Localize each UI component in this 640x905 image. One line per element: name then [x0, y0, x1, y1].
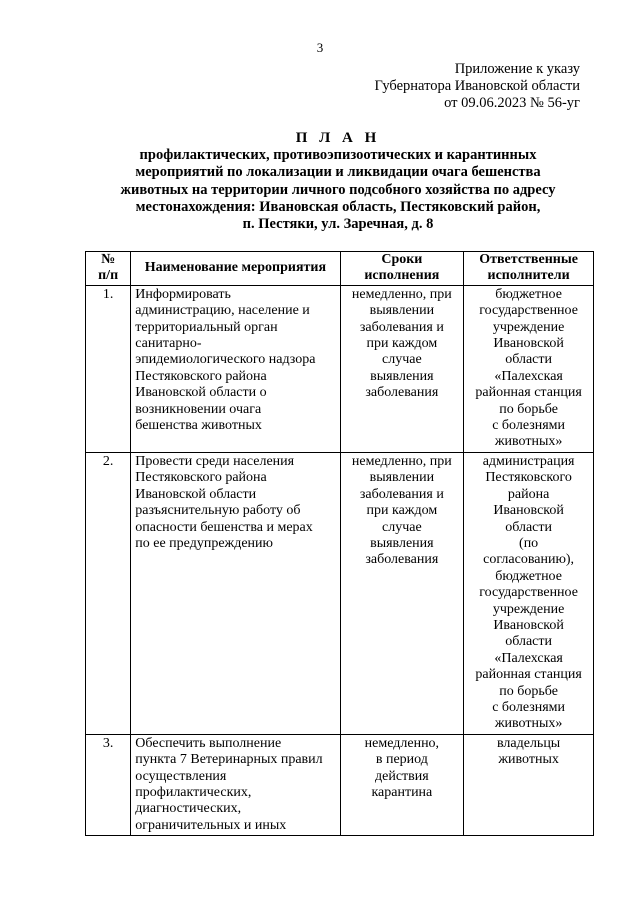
- subtitle-line: животных на территории личного подсобного хозяйства по адресу: [120, 181, 556, 198]
- subtitle-line: местонахождения: Ивановская область, Пестяковский район,: [135, 198, 541, 215]
- page-number: 3: [316, 40, 324, 55]
- row-activity: Провести среди населения Пестяковского района Ивановской области разъяснительную работу об опасности бешенства и мерах по ее предупреждению: [131, 452, 340, 734]
- row-activity: Информировать администрацию, население и территориальный орган санитарно- эпидемиологического надзора Пестяковского района Ивановской области о возникновении очага бешенства животных: [131, 285, 340, 452]
- appendix-line: Приложение к указу: [454, 61, 580, 77]
- header-number: № п/п: [86, 252, 131, 286]
- appendix-line: от 09.06.2023 № 56-уг: [444, 95, 580, 111]
- row-deadline: немедленно, при выявлении заболевания и при каждом случае выявления заболевания: [340, 285, 464, 452]
- row-number: 1.: [86, 285, 131, 452]
- row-deadline: немедленно, при выявлении заболевания и при каждом случае выявления заболевания: [340, 452, 464, 734]
- row-deadline: немедленно, в период действия карантина: [340, 734, 464, 835]
- row-responsible: владельцы животных: [464, 734, 594, 835]
- row-number: 2.: [86, 452, 131, 734]
- header-activity: Наименование мероприятия: [131, 252, 340, 286]
- document-title: [60, 130, 616, 233]
- plan-table: [85, 251, 594, 836]
- subtitle-line: мероприятий по локализации и ликвидации очага бешенства: [135, 164, 541, 181]
- row-responsible: бюджетное государственное учреждение Ивановской области «Палехская районная станция по борьбе с болезнями животных»: [464, 285, 594, 452]
- header-deadline: Сроки исполнения: [340, 252, 464, 286]
- row-responsible: администрация Пестяковского района Ивановской области (по согласованию), бюджетное государственное учреждение Ивановской области «Палехская районная станция по борьбе с болезнями животных»: [464, 452, 594, 734]
- table-header-row: [86, 252, 594, 286]
- appendix-block: [375, 61, 580, 112]
- table-row: [86, 285, 594, 452]
- appendix-line: Губернатора Ивановской области: [374, 78, 580, 94]
- header-responsible: Ответственные исполнители: [464, 252, 594, 286]
- row-number: 3.: [86, 734, 131, 835]
- row-activity: Обеспечить выполнение пункта 7 Ветеринарных правил осуществления профилактических, диагностических, ограничительных и иных: [131, 734, 340, 835]
- subtitle-line: п. Пестяки, ул. Заречная, д. 8: [242, 216, 434, 233]
- subtitle-line: профилактических, противоэпизоотических и карантинных: [139, 147, 537, 164]
- table-row: [86, 452, 594, 734]
- table-row: [86, 734, 594, 835]
- plan-heading: П Л А Н: [295, 130, 381, 146]
